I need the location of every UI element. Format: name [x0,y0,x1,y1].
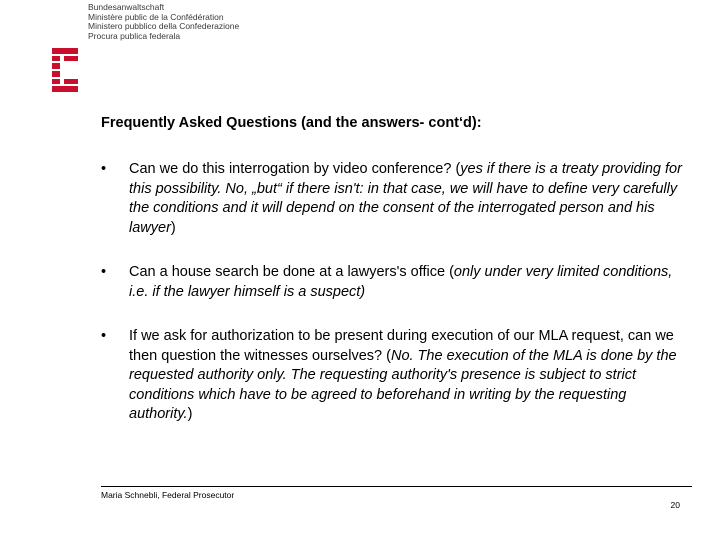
bullet-icon: • [101,264,107,280]
faq-answer: yes if there is a treaty providing for this possibility. No, „but“ if there isn't: in that case, we will have to define very carefully the conditions and it will depend on the consent of the interrogated person and his lawyer [129,161,682,236]
faq-question: Can a house search be done at a lawyers's office ( [129,264,454,280]
faq-list [101,160,691,425]
bullet-icon: • [101,328,107,344]
faq-question: Can we do this interrogation by video conference? ( [129,161,461,177]
swiss-federal-logo-icon [52,48,78,92]
footer-divider [101,486,692,487]
faq-answer: only under very limited conditions, i.e. if the lawyer himself is a suspect) [129,264,673,300]
page-number: 20 [670,500,680,510]
slide-title: Frequently Asked Questions (and the answers- cont‘d): [101,115,482,131]
org-name-fr: Ministère public de la Confédération [88,11,224,22]
org-name-it: Ministero pubblico della Confederazione [88,21,240,32]
faq-suffix: ) [187,406,193,422]
faq-question: If we ask for authorization to be present during execution of our MLA request, can we then question the witnesses ourselves? ( [129,328,674,364]
footer-author: Maria Schnebli, Federal Prosecutor [101,490,235,500]
bullet-icon: • [101,161,107,177]
faq-suffix: ) [170,219,176,236]
faq-answer: No. The execution of the MLA is done by the requested authority only. The requesting authority's presence is subject to strict conditions which have to be agreed to beforehand in writing by the requesting authority. [129,347,677,422]
faq-item [101,160,691,238]
org-name-rm: Procura publica federala [88,30,181,41]
faq-item [101,327,691,425]
faq-item [101,263,691,302]
organization-names [88,3,239,41]
org-name-de: Bundesanwaltschaft [88,2,165,12]
